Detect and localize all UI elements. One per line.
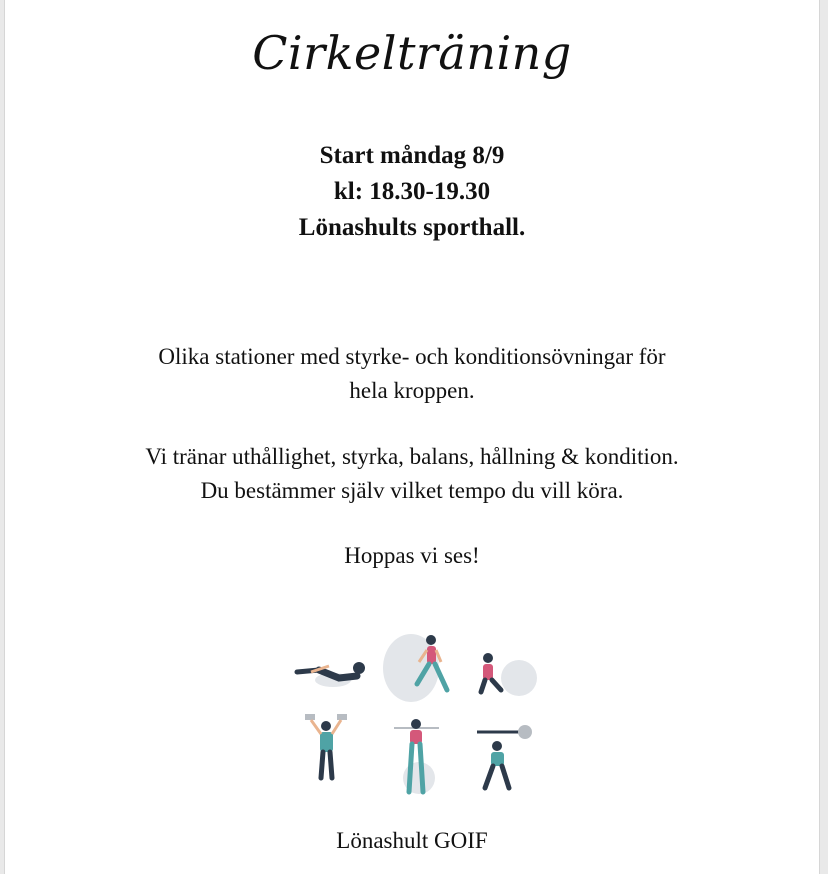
description-paragraph [5,340,819,408]
training-line-1: Vi tränar uthållighet, styrka, balans, hållning & kondition. [145,444,679,469]
event-info [5,138,819,246]
crunch-figure [297,662,365,687]
overhead-press-figure [305,714,347,778]
time-line: kl: 18.30-19.30 [333,178,491,205]
closing-line: Hoppas vi ses! [344,543,480,568]
training-paragraph [5,440,819,508]
organizer-footer: Lönashult GOIF [336,828,488,853]
location-line: Lönashults sporthall. [298,214,526,241]
document-title: Cirkelträning [252,26,572,80]
description-line-2: hela kroppen. [349,378,475,403]
workout-illustration [289,628,539,804]
ball-squat-figure [481,653,501,692]
description-line-1: Olika stationer med styrke- och konditionsövningar för [158,344,666,369]
document-page [4,0,820,874]
training-line-2: Du bestämmer själv vilket tempo du vill köra. [200,478,624,503]
start-date-line: Start måndag 8/9 [319,142,505,169]
barbell-squat-figure [477,725,532,788]
